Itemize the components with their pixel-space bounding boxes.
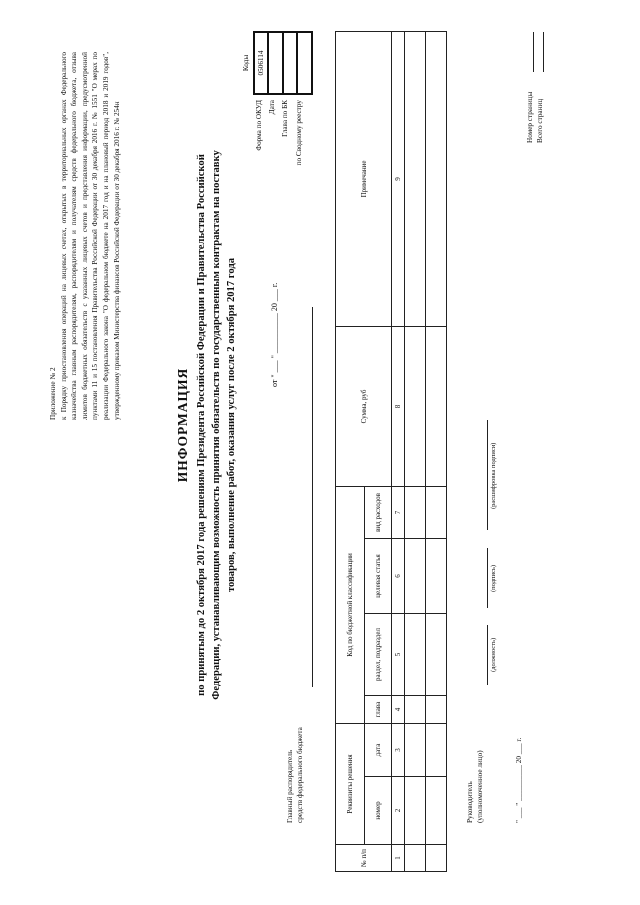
label-registry: по Сводному реестру [295,100,303,166]
date-header: дата [365,723,392,776]
sum-header: Сумма, руб [336,326,392,486]
form-date-line: от " ___ " __________ 20 ___ г. [270,282,279,387]
section-header: раздел, подраздел [365,613,392,695]
column-number: 2 [392,777,405,845]
decode-caption: (расшифровка подписи) [490,442,497,509]
total-pages-line [543,32,544,72]
grbs-line-2: средств федерального бюджета [296,727,304,823]
grbs-input-line [312,307,313,687]
head-sub-label: (уполномоченное лицо) [476,750,484,823]
article-header: целевая статья [365,538,392,613]
column-number: 7 [392,486,405,538]
label-chapter: Глава по БК [281,100,289,137]
form-title: ИНФОРМАЦИЯ [175,367,190,483]
form-subtitle-line-2: Федерации, устанавливающим возможность принятия обязательств по государственным контрактам на поставку [211,150,222,700]
grbs-label [285,727,305,823]
form-subtitle-line-1: по принятым до 2 октября 2017 года решениям Президента Российской Федерации и Правительства Российской [196,154,207,696]
note-header: Примечание [336,31,392,326]
sign-caption: (подпись) [490,565,497,592]
codes-header: Коды [242,54,251,72]
label-okud: Форма по ОКУД [255,100,263,151]
page-number-label: Номер страницы [526,91,534,143]
table-header-row-1 [336,31,365,871]
total-pages-label: Всего страниц [536,98,544,143]
kbk-group-header: Код по бюджетной классификации [336,486,365,723]
column-number: 9 [392,31,405,326]
table-row [405,31,426,871]
column-number: 1 [392,845,405,872]
appendix-text: к Порядку приостановления операций на лицевых счетах, открытых в территориальных органах Федерального казначейства главным распорядителям, распорядителям и получателям средств федерального бюджета, отзыва лимитов бюджетных обязательств с указанных лицевых счетов и представления информации, предусмотренной пунктами 11 и 15 постановления Правительства Российской Федерации от 30 декабря 2016 г. № 1551 "О мерах по реализации Федерального закона "О федеральном бюджете на 2017 год и на плановый период 2018 и 2019 годов", утвержденному приказом Министерства финансов Российской Федерации от 30 декабря 2016 г. № 254н [59,52,121,420]
sign-line [487,548,488,608]
appendix-title: Приложение № 2 [49,367,57,420]
label-date: Дата [268,100,276,115]
column-numbers-row [392,31,405,871]
date-code [268,32,283,94]
decision-group-header: Реквизиты решения [336,723,365,844]
table-row [426,31,447,871]
registry-code [297,32,312,94]
codes-table [240,31,313,95]
decisions-table [335,31,447,872]
grbs-line-1: Главный распорядитель [286,749,294,823]
chapter-header: глава [365,695,392,723]
column-number: 8 [392,326,405,486]
appendix-block [48,52,122,420]
column-number: 3 [392,723,405,776]
okud-code: 0506114 [254,32,269,94]
form-subtitle-line-3: товаров, выполнение работ, оказания услуг после 2 октября 2017 года [226,258,237,593]
expense-header: вид расходов [365,486,392,538]
column-number: 6 [392,538,405,613]
chapter-code [283,32,298,94]
head-label: Руководитель [466,781,474,823]
position-caption: (должность) [490,637,497,672]
column-number: 4 [392,695,405,723]
page-number-line [533,32,534,72]
position-line [487,625,488,685]
col-num-header: № п/п [336,845,392,872]
column-number: 5 [392,613,405,695]
pages-block [525,92,545,143]
number-header: номер [365,777,392,845]
signature-date: " ___ " __________ 20 ___ г. [515,737,523,823]
decode-line [487,420,488,530]
